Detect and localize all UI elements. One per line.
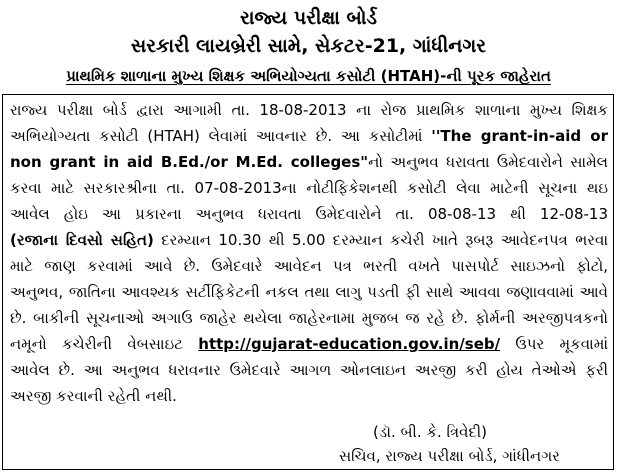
website-link[interactable]: http://gujarat-education.gov.in/seb/ (198, 335, 501, 353)
grant-phrase: ''The grant-in-aid or (431, 127, 608, 145)
body-line-1: રાજ્ય પરીક્ષા બોર્ડ દ્વારા આગામી તા. 18-08-2013 ના રોજ પ્રાથમિક શાળાના મુખ્ય શિક્ષક (10, 101, 608, 119)
body-line-2: અભિયોગ્યતા કસોટી (HTAH) લેવામાં આવનાર છે. આ કસોટીમાં ''The grant-in-aid or (10, 127, 608, 145)
holidays-phrase: (રજાના દિવસો સહિત) (10, 231, 154, 249)
body-line-7: માટે જાણ કરવામાં આવે છે. ઉમેદવારે આવેદન પત્ર ભરતી વખતે પાસપોર્ટ સાઇઝનો ફોટો, (10, 257, 608, 275)
notice-subject: પ્રાથમિક શાળાના મુખ્ય શિક્ષક અભિયોગ્યતા કસોટી (HTAH)-ની પૂરક જાહેરાત (66, 67, 551, 85)
colleges-phrase: non grant in aid B.Ed./or M.Ed. colleges" (10, 153, 369, 171)
body-line-9: છે. બાકીની સૂચનાઓ અગાઉ જાહેર થયેલા જાહેરનામા મુજબ જ રહે છે. ફોર્મની અરજીપત્રકનો (10, 309, 608, 327)
body-line-5: આવેલ હોઇ આ પ્રકારના અનુભવ ધરાવતા ઉમેદવારોને તા. 08-08-13 થી 12-08-13 (10, 205, 608, 223)
body-line-11: આવેલ છે. આ અનુભવ ધરાવનાર ઉમેદવારે આગળ ઓનલાઇન અરજી કરી હોય તેઓએ ફરી (10, 361, 608, 379)
body-line-3: non grant in aid B.Ed./or M.Ed. colleges"નો અનુભવ ધરાવતા ઉમેદવારોને સામેલ (10, 153, 608, 171)
body-line-10: નમૂનો કચેરીની વેબસાઇટ http://gujarat-education.gov.in/seb/ ઉપર મૂકવામાં (10, 335, 608, 353)
board-address: સરકારી લાયબ્રેરી સામે, સેકટર-21, ગાંધીનગર (130, 35, 487, 57)
body-line-6: (રજાના દિવસો સહિત) દરમ્યાન 10.30 થી 5.00 દરમ્યાન કચેરી ખાતે રૂબરૂ આવેદનપત્ર ભરવા (10, 231, 608, 249)
signatory-name: (ડૉ. બી. કે. ત્રિવેદી) (373, 423, 487, 441)
signatory-designation: સચિવ, રાજ્ય પરીક્ષા બોર્ડ, ગાંધીનગર (339, 447, 560, 465)
board-name: રાજ્ય પરીક્ષા બોર્ડ (240, 7, 377, 29)
body-line-8: અનુભવ, જાતિના આવશ્યક સર્ટીફિકેટની નકલ તથા લાગુ પડતી ફી સાથે આવવા જણાવવામાં આવે (10, 283, 608, 301)
body-line-4: કરવા માટે સરકારશ્રીના તા. 07-08-2013ના નોટીફિકેશનથી કસોટી લેવા માટેની સૂચના થઇ (10, 179, 608, 197)
notice-body (2, 94, 614, 470)
body-line-12: અરજી કરવાની રહેતી નથી. (10, 387, 177, 405)
